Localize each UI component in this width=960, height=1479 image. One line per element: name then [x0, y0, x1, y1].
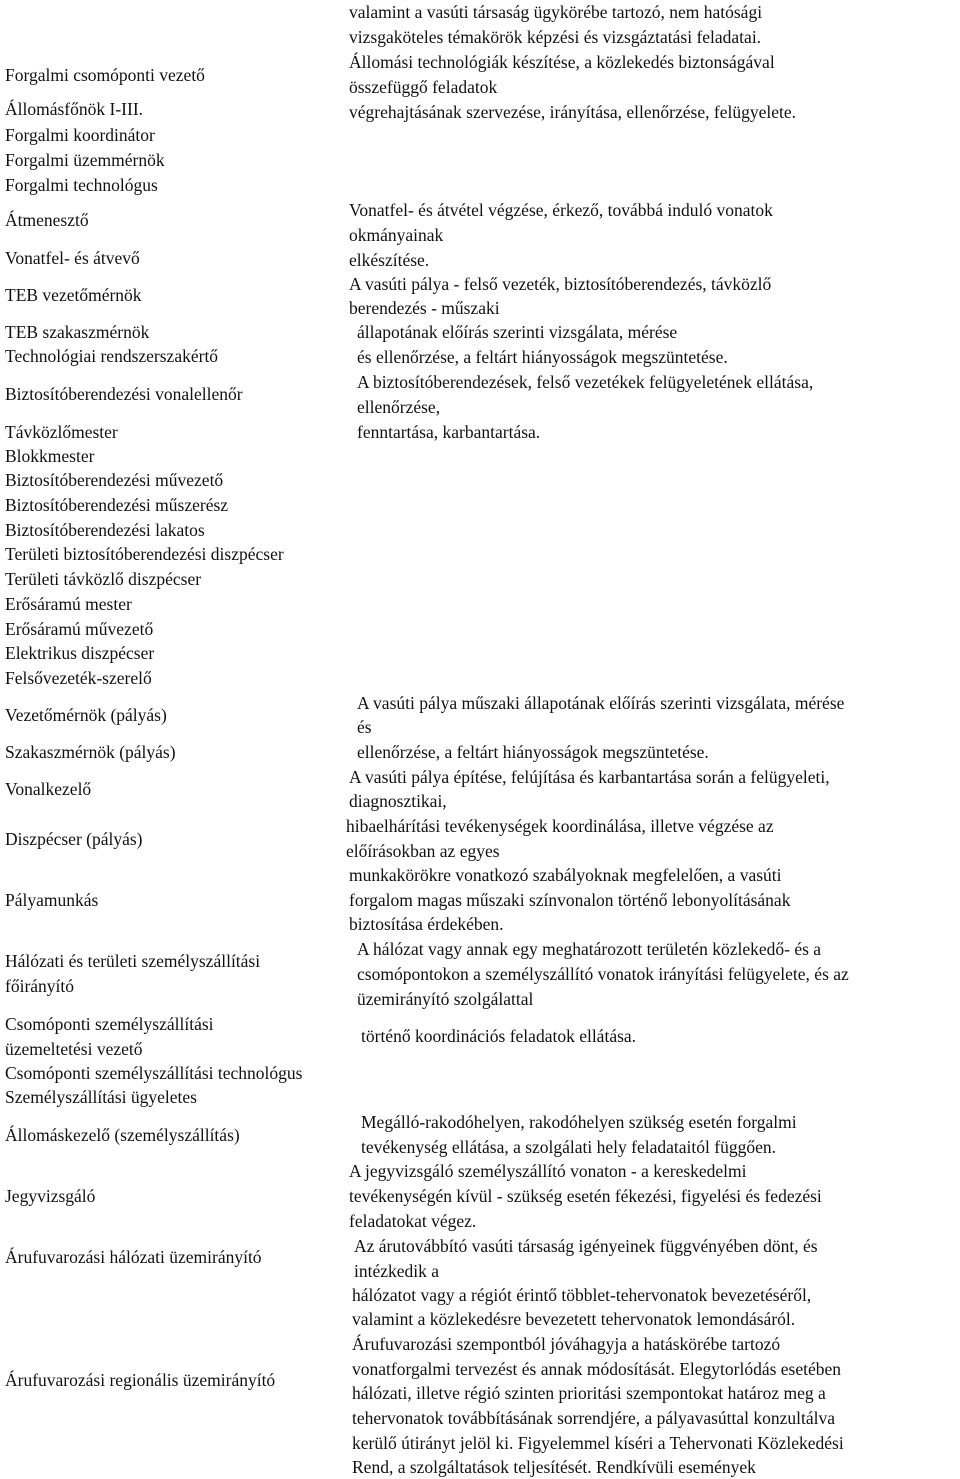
- description-line: valamint a közlekedésre bevezetett tehervonatok lemondásáról.: [352, 1309, 796, 1329]
- description-line: előírásokban az egyes: [346, 841, 500, 861]
- job-title: Forgalmi üzemmérnök: [5, 150, 165, 170]
- job-title: Vonatfel- és átvevő: [5, 248, 140, 268]
- job-title: TEB vezetőmérnök: [5, 285, 142, 305]
- job-title: Vonalkezelő: [5, 779, 92, 799]
- description-line: vizsgaköteles témakörök képzési és vizsgáztatási feladatai.: [349, 27, 762, 47]
- job-title: Személyszállítási ügyeletes: [5, 1087, 197, 1107]
- description-line: Megálló-rakodóhelyen, rakodóhelyen szükség esetén forgalmi: [361, 1112, 797, 1132]
- description-line: Árufuvarozási szempontból jóváhagyja a hatáskörébe tartozó: [352, 1334, 781, 1354]
- job-title: Jegyvizsgáló: [5, 1186, 96, 1206]
- job-title: Területi biztosítóberendezési diszpécser: [5, 544, 284, 564]
- description-line: ellenőrzése,: [357, 397, 441, 417]
- description-line: munkakörökre vonatkozó szabályoknak megfelelően, a vasúti: [349, 865, 782, 885]
- job-title: Erősáramú művezető: [5, 619, 154, 639]
- description-line: Vonatfel- és átvétel végzése, érkező, továbbá induló vonatok: [349, 200, 773, 220]
- description-line: tehervonatok továbbításának sorrendjére, a pályavasúttal konzultálva: [352, 1408, 836, 1428]
- description-line: A biztosítóberendezések, felső vezetékek felügyeletének ellátása,: [357, 372, 814, 392]
- job-title: üzemeltetési vezető: [5, 1039, 143, 1059]
- description-line: és ellenőrzése, a feltárt hiányosságok megszüntetése.: [357, 347, 728, 367]
- description-line: ellenőrzése, a feltárt hiányosságok megszüntetése.: [357, 742, 709, 762]
- description-line: és: [357, 717, 372, 737]
- job-title: Állomásfőnök I-III.: [5, 99, 144, 119]
- job-title: Árufuvarozási regionális üzemirányító: [5, 1370, 276, 1390]
- description-line: hálózatot vagy a régiót érintő többlet-tehervonatok bevezetéséről,: [352, 1285, 812, 1305]
- description-line: kerülő útirányt jelöl ki. Figyelemmel kíséri a Tehervonati Közlekedési: [352, 1433, 844, 1453]
- description-line: állapotának előírás szerinti vizsgálata, mérése: [357, 322, 678, 342]
- description-line: forgalom magas műszaki színvonalon történő lebonyolításának: [349, 890, 791, 910]
- description-line: történő koordinációs feladatok ellátása.: [361, 1026, 637, 1046]
- job-title: Erősáramú mester: [5, 594, 132, 614]
- job-title: Vezetőmérnök (pályás): [5, 705, 167, 725]
- job-title: Technológiai rendszerszakértő: [5, 346, 219, 366]
- description-line: feladatokat végez.: [349, 1211, 477, 1231]
- job-title: Távközlőmester: [5, 422, 118, 442]
- job-title: Átmenesztő: [5, 210, 89, 230]
- job-title: TEB szakaszmérnök: [5, 322, 150, 342]
- description-line: Állomási technológiák készítése, a közlekedés biztonságával: [349, 52, 775, 72]
- job-title: Forgalmi technológus: [5, 175, 158, 195]
- description-line: elkészítése.: [349, 250, 430, 270]
- job-title: Biztosítóberendezési műszerész: [5, 495, 229, 515]
- description-line: A vasúti pálya építése, felújítása és karbantartása során a felügyeleti,: [349, 767, 830, 787]
- job-title: Forgalmi csomóponti vezető: [5, 65, 205, 85]
- description-line: összefüggő feladatok: [349, 77, 498, 97]
- description-line: valamint a vasúti társaság ügykörébe tartozó, nem hatósági: [349, 2, 763, 22]
- description-line: biztosítása érdekében.: [349, 914, 504, 934]
- description-line: Az árutovábbító vasúti társaság igényeinek függvényében dönt, és: [354, 1236, 818, 1256]
- job-title: Biztosítóberendezési lakatos: [5, 520, 205, 540]
- job-title: Pályamunkás: [5, 890, 99, 910]
- description-line: csomópontokon a személyszállító vonatok irányítási felügyelete, és az: [357, 964, 849, 984]
- job-title: Területi távközlő diszpécser: [5, 569, 202, 589]
- description-line: A vasúti pálya - felső vezeték, biztosítóberendezés, távközlő: [349, 274, 772, 294]
- description-line: Rend, a szolgáltatások teljesítését. Rendkívüli események: [352, 1457, 756, 1477]
- description-line: üzemirányító szolgálattal: [357, 989, 534, 1009]
- description-line: vonatforgalmi tervezést és annak módosítását. Elegytorlódás esetében: [352, 1359, 842, 1379]
- description-line: A jegyvizsgáló személyszállító vonaton - a kereskedelmi: [349, 1161, 747, 1181]
- job-title: Biztosítóberendezési vonalellenőr: [5, 384, 243, 404]
- job-title: Hálózati és területi személyszállítási: [5, 951, 261, 971]
- job-title: főirányító: [5, 976, 75, 996]
- job-title: Biztosítóberendezési művezető: [5, 470, 224, 490]
- description-line: végrehajtásának szervezése, irányítása, ellenőrzése, felügyelete.: [349, 102, 796, 122]
- description-line: diagnosztikai,: [349, 791, 447, 811]
- job-title: Blokkmester: [5, 446, 95, 466]
- description-line: berendezés - műszaki: [349, 298, 500, 318]
- description-line: intézkedik a: [354, 1261, 440, 1281]
- job-title: Csomóponti személyszállítási technológus: [5, 1063, 303, 1083]
- description-line: A hálózat vagy annak egy meghatározott területén közlekedő- és a: [357, 939, 822, 959]
- job-title: Elektrikus diszpécser: [5, 643, 155, 663]
- job-title: Állomáskezelő (személyszállítás): [5, 1125, 240, 1145]
- description-line: tevékenység ellátása, a szolgálati hely feladataitól függően.: [361, 1137, 776, 1157]
- description-line: hálózati, illetve régió szinten prioritási szempontokat határoz meg a: [352, 1383, 826, 1403]
- job-title: Forgalmi koordinátor: [5, 125, 155, 145]
- description-line: hibaelhárítási tevékenységek koordinálása, illetve végzése az: [346, 816, 774, 836]
- job-title: Diszpécser (pályás): [5, 829, 143, 849]
- description-line: okmányainak: [349, 225, 444, 245]
- job-title: Árufuvarozási hálózati üzemirányító: [5, 1247, 262, 1267]
- description-line: tevékenységén kívül - szükség esetén fékezési, figyelési és fedezési: [349, 1186, 822, 1206]
- description-line: A vasúti pálya műszaki állapotának előírás szerinti vizsgálata, mérése: [357, 693, 845, 713]
- job-title: Szakaszmérnök (pályás): [5, 742, 176, 762]
- job-title: Csomóponti személyszállítási: [5, 1014, 214, 1034]
- description-line: fenntartása, karbantartása.: [357, 422, 541, 442]
- job-title: Felsővezeték-szerelő: [5, 668, 152, 688]
